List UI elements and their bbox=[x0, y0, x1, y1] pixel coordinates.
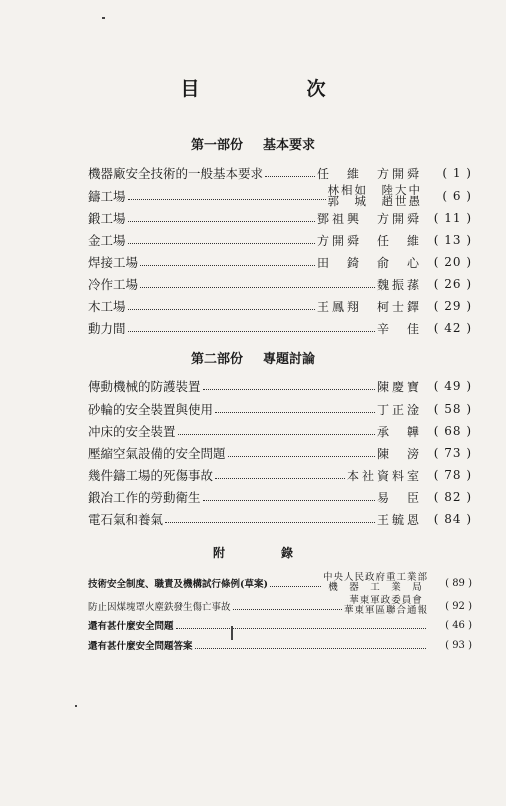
appendix-entry[interactable]: 防止因煤塊罩火塵鉄發生傷亡事故 華東軍政委員會 華東軍區聯合通報 ( 92 ) bbox=[88, 595, 472, 616]
toc-entry[interactable]: 鍛工場 鄧祖興 方開舜 ( 11 ) bbox=[88, 211, 472, 226]
toc-entry[interactable]: 壓縮空氣設備的安全問題 陳 滂 ( 73 ) bbox=[88, 446, 472, 461]
part1-title: 基本要求 bbox=[263, 138, 316, 153]
appendix-entry[interactable]: 還有甚什麼安全問題答案 ( 93 ) bbox=[88, 639, 472, 652]
scan-speck bbox=[75, 705, 77, 707]
part1-label: 第一部份 bbox=[190, 138, 243, 153]
part2-title: 專題討論 bbox=[263, 352, 316, 367]
part1-heading bbox=[0, 134, 506, 153]
appendix-entry[interactable]: 還有甚什麼安全問題 ( 46 ) bbox=[88, 619, 472, 632]
toc-entry[interactable]: 機器廠安全技術的一般基本要求 任 維 方開舜 ( 1 ) bbox=[88, 166, 472, 181]
toc-entry[interactable]: 電石氣和養氣 王毓恩 ( 84 ) bbox=[88, 512, 472, 527]
toc-entry[interactable]: 幾件鑄工場的死傷事故 本社資料室 ( 78 ) bbox=[88, 468, 472, 483]
appendix-heading: 附 錄 bbox=[212, 546, 315, 560]
toc-entry[interactable]: 鑄工場 林相如 陸大中 郭 城 趙世愚 ( 6 ) bbox=[88, 183, 472, 208]
toc-entry[interactable]: 冷作工場 魏振蓀 ( 26 ) bbox=[88, 277, 472, 292]
toc-entry[interactable]: 焊接工場 田 錡 俞 心 ( 20 ) bbox=[88, 255, 472, 270]
toc-entry[interactable]: 鍛冶工作的勞動衛生 易 臣 ( 82 ) bbox=[88, 490, 472, 505]
part2-heading bbox=[0, 348, 506, 367]
page-title: 目 次 bbox=[180, 78, 370, 100]
part2-label: 第二部份 bbox=[190, 352, 243, 367]
toc-entry[interactable]: 砂輪的安全裝置與使用 丁正淦 ( 58 ) bbox=[88, 402, 472, 417]
toc-entry[interactable]: 木工場 王鳳翔 柯士鐸 ( 29 ) bbox=[88, 299, 472, 314]
toc-entry[interactable]: 冲床的安全裝置 承 韡 ( 68 ) bbox=[88, 424, 472, 439]
toc-entry[interactable]: 金工場 方開舜 任 維 ( 13 ) bbox=[88, 233, 472, 248]
pencil-mark bbox=[231, 626, 233, 640]
appendix-entry[interactable]: 技術安全制度、職責及機構試行條例(草案) 中央人民政府重工業部 機 器 工 業 局 ( 89 ) bbox=[88, 572, 472, 593]
toc-entry[interactable]: 動力間 辛 佳 ( 42 ) bbox=[88, 321, 472, 336]
toc-entry[interactable]: 傳動機械的防護裝置 陳慶寶 ( 49 ) bbox=[88, 379, 472, 394]
scan-speck bbox=[102, 17, 105, 19]
